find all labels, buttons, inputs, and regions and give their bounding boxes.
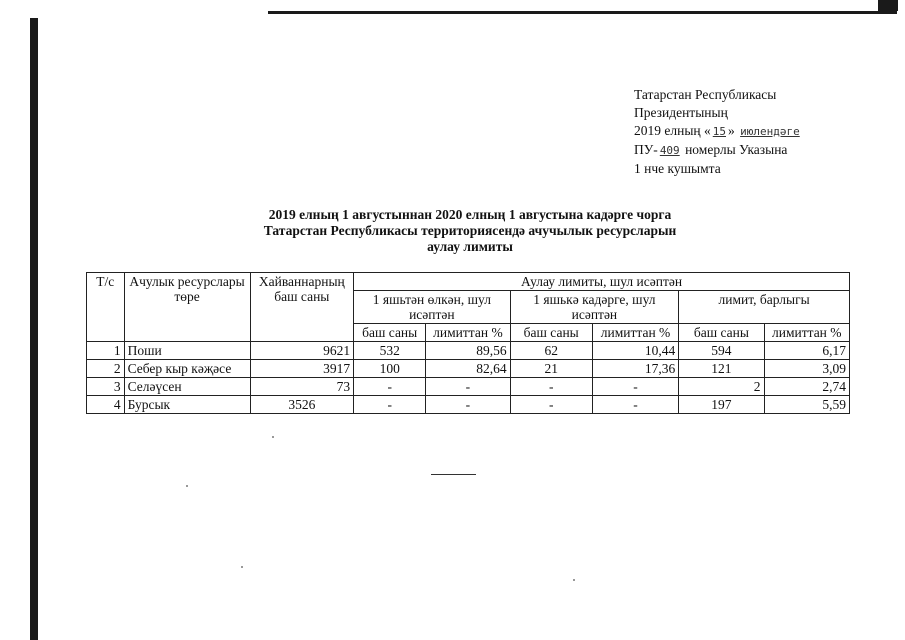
- header-row-1: [87, 273, 850, 291]
- decree-suffix: номерлы Указына: [685, 142, 788, 157]
- header-limit-group: Аулау лимиты, шул исәптән: [354, 273, 850, 291]
- cell-total-percent: 5,59: [764, 396, 849, 414]
- cell-resource: Себер кыр кәҗәсе: [124, 360, 250, 378]
- header-adult: 1 яшьтән өлкән, шул исәптән: [354, 291, 510, 324]
- header-young: 1 яшькә кадәрге, шул исәптән: [510, 291, 679, 324]
- cell-num: 1: [87, 342, 125, 360]
- scan-border-top: [268, 11, 893, 14]
- cell-resource: Бурсык: [124, 396, 250, 414]
- table-row: [87, 396, 850, 414]
- cell-headcount: 3526: [250, 396, 354, 414]
- header-young-count: баш саны: [510, 324, 592, 342]
- appendix-reference: [634, 86, 802, 178]
- table-row: [87, 378, 850, 396]
- closing-divider: [431, 474, 476, 475]
- cell-num: 2: [87, 360, 125, 378]
- cell-headcount: 3917: [250, 360, 354, 378]
- header-resource: Ачулык ресурслары төре: [124, 273, 250, 342]
- header-adult-count: баш саны: [354, 324, 426, 342]
- cell-adult-count: -: [354, 378, 426, 396]
- cell-adult-percent: 89,56: [426, 342, 510, 360]
- scan-border-left: [30, 18, 38, 640]
- title-line-1: 2019 елның 1 августыннан 2020 елның 1 августына кадәрге чорга: [268, 207, 672, 222]
- cell-total-percent: 3,09: [764, 360, 849, 378]
- title-line-3: аулау лимиты: [427, 239, 513, 254]
- appendix-line-republic: Татарстан Республикасы: [634, 87, 777, 102]
- date-prefix: 2019 елның «: [634, 123, 711, 138]
- table-row: [87, 342, 850, 360]
- cell-young-count: 21: [510, 360, 592, 378]
- scan-speck: [573, 579, 575, 581]
- limits-table: [86, 272, 850, 414]
- cell-num: 3: [87, 378, 125, 396]
- cell-adult-count: 100: [354, 360, 426, 378]
- header-total: лимит, барлыгы: [679, 291, 850, 324]
- cell-total-percent: 2,74: [764, 378, 849, 396]
- decree-number: 409: [659, 144, 680, 157]
- scan-speck: [186, 485, 188, 487]
- scan-speck: [241, 566, 243, 568]
- cell-young-percent: 17,36: [592, 360, 678, 378]
- header-young-percent: лимиттан %: [592, 324, 678, 342]
- date-mid: »: [728, 123, 735, 138]
- header-adult-percent: лимиттан %: [426, 324, 510, 342]
- title-line-2: Татарстан Республикасы территориясендә ачучылык ресурсларын: [263, 223, 677, 238]
- cell-young-count: -: [510, 396, 592, 414]
- table-row: [87, 360, 850, 378]
- cell-total-percent: 6,17: [764, 342, 849, 360]
- header-total-count: баш саны: [679, 324, 764, 342]
- cell-total-count: 197: [679, 396, 764, 414]
- scan-border-right: [893, 0, 897, 14]
- date-day: 15: [712, 125, 726, 138]
- cell-young-percent: 10,44: [592, 342, 678, 360]
- cell-adult-count: -: [354, 396, 426, 414]
- cell-total-count: 594: [679, 342, 764, 360]
- cell-adult-percent: -: [426, 378, 510, 396]
- cell-total-count: 2: [679, 378, 764, 396]
- document-title: [220, 207, 720, 255]
- cell-resource: Поши: [124, 342, 250, 360]
- appendix-line-date: [634, 122, 802, 141]
- decree-prefix: ПУ-: [634, 142, 658, 157]
- header-num: Т/с: [87, 273, 125, 342]
- cell-total-count: 121: [679, 360, 764, 378]
- scan-speck: [272, 436, 274, 438]
- header-headcount: Хайваннарның баш саны: [250, 273, 354, 342]
- cell-young-percent: -: [592, 396, 678, 414]
- cell-young-count: -: [510, 378, 592, 396]
- cell-resource: Селәүсен: [124, 378, 250, 396]
- date-month: июлендәге: [740, 125, 800, 138]
- cell-young-count: 62: [510, 342, 592, 360]
- cell-headcount: 9621: [250, 342, 354, 360]
- cell-adult-count: 532: [354, 342, 426, 360]
- appendix-line-president: Президентының: [634, 105, 728, 120]
- cell-headcount: 73: [250, 378, 354, 396]
- appendix-line-annex: 1 нче кушымта: [634, 161, 721, 176]
- appendix-line-decree: [634, 141, 802, 160]
- header-total-percent: лимиттан %: [764, 324, 849, 342]
- cell-adult-percent: -: [426, 396, 510, 414]
- cell-adult-percent: 82,64: [426, 360, 510, 378]
- cell-young-percent: -: [592, 378, 678, 396]
- cell-num: 4: [87, 396, 125, 414]
